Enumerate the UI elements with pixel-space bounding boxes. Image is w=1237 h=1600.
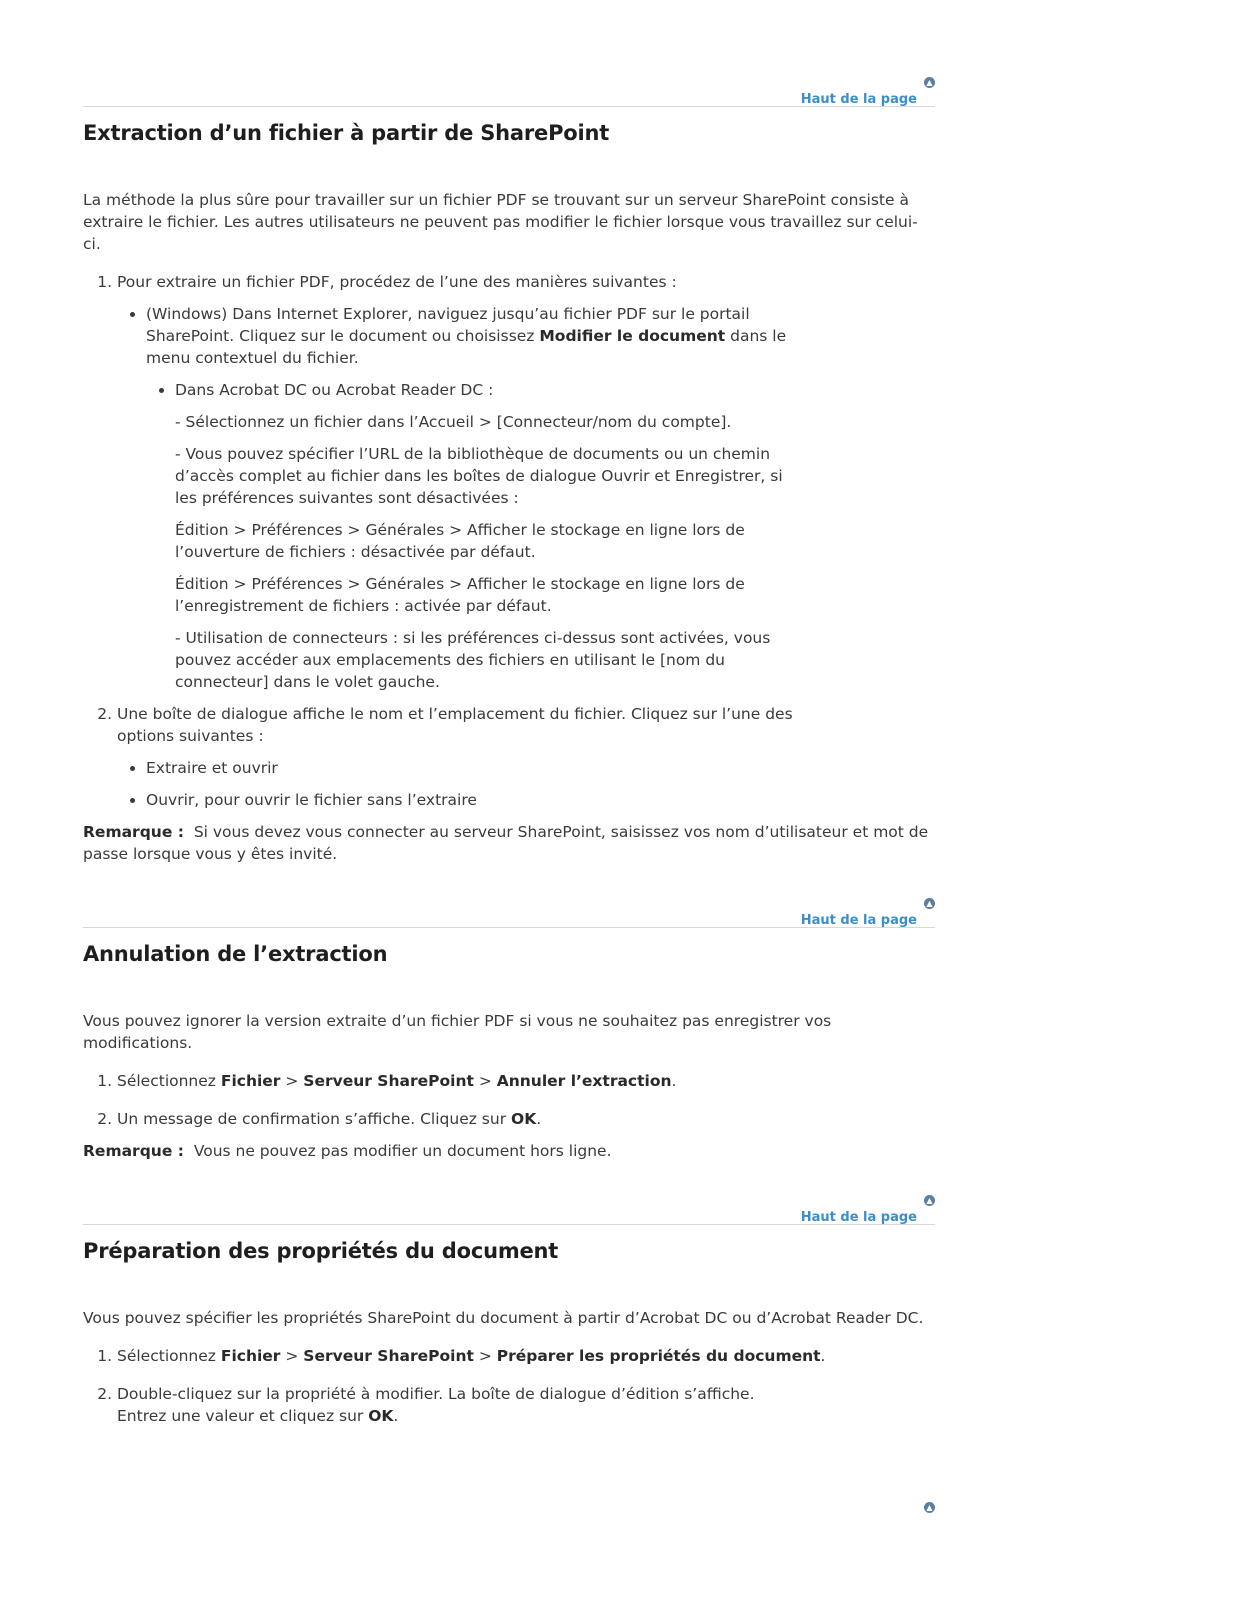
note-text: Si vous devez vous connecter au serveur SharePoint, saisissez vos nom d’utilisateur et mot de passe lorsque vous y êtes invité. — [83, 823, 929, 863]
paragraph: - Vous pouvez spécifier l’URL de la bibliothèque de documents ou un chemin d’accès complet au fichier dans les boîtes de dialogue Ouvrir et Enregistrer, si les préférences suivantes sont désactivées : — [175, 445, 783, 507]
paragraph: - Utilisation de connecteurs : si les préférences ci-dessus sont activées, vous pouvez accéder aux emplacements des fichiers en utilisant le [nom du connecteur] dans le volet gauche. — [175, 629, 771, 691]
step-text: . — [671, 1072, 677, 1090]
step-text: > — [473, 1347, 497, 1365]
menu-command-label: Préparer les propriétés du document — [496, 1347, 821, 1365]
arrow-up-icon[interactable]: ▲ — [924, 77, 935, 88]
note — [83, 1140, 935, 1162]
back-to-top-bar — [83, 1196, 935, 1225]
section-intro: Vous pouvez ignorer la version extraite d’un fichier PDF si vous ne souhaitez pas enregistrer vos modifications. — [83, 1012, 832, 1052]
list-item — [175, 379, 785, 693]
paragraph: Édition > Préférences > Générales > Afficher le stockage en ligne lors de l’enregistrement de fichiers : activée par défaut. — [175, 575, 745, 615]
list-item — [117, 1345, 935, 1367]
section-intro: La méthode la plus sûre pour travailler sur un fichier PDF se trouvant sur un serveur SharePoint consiste à extraire le fichier. Les autres utilisateurs ne peuvent pas modifier le fichier lorsque vous travaillez sur celui-ci. — [83, 191, 918, 253]
arrow-up-icon[interactable]: ▲ — [924, 1502, 935, 1513]
menu-command-label: Serveur SharePoint — [303, 1072, 474, 1090]
list-item — [117, 703, 797, 811]
steps-list — [83, 1345, 935, 1427]
menu-command-label: Serveur SharePoint — [303, 1347, 474, 1365]
list-item — [117, 1383, 807, 1427]
bullet-text: dans le menu contextuel du fichier. — [146, 327, 787, 367]
list-item — [146, 303, 796, 693]
step-text: Double-cliquez sur la propriété à modifier. La boîte de dialogue d’édition s’affiche. Entrez une valeur et cliquez sur — [117, 1385, 755, 1425]
bullet-text: Dans Acrobat DC ou Acrobat Reader DC : — [175, 381, 494, 399]
list-item — [117, 1108, 935, 1130]
back-to-top-link[interactable]: Haut de la page — [800, 1210, 917, 1225]
bullet-list — [117, 757, 797, 811]
button-label: OK — [511, 1110, 537, 1128]
step-text: . — [393, 1407, 399, 1425]
menu-command-label: Modifier le document — [539, 327, 726, 345]
back-to-top-link[interactable]: Haut de la page — [800, 92, 917, 107]
back-to-top-bar — [83, 78, 935, 107]
back-to-top-bar — [83, 899, 935, 928]
note-label: Remarque : — [83, 1142, 184, 1160]
arrow-up-icon[interactable]: ▲ — [924, 1195, 935, 1206]
step-text: . — [820, 1347, 826, 1365]
menu-command-label: Fichier — [220, 1072, 281, 1090]
list-item — [117, 1070, 935, 1092]
menu-command-label: Fichier — [220, 1347, 281, 1365]
list-item — [117, 271, 935, 693]
paragraph: Édition > Préférences > Générales > Afficher le stockage en ligne lors de l’ouverture de fichiers : désactivée par défaut. — [175, 521, 745, 561]
section-intro: Vous pouvez spécifier les propriétés SharePoint du document à partir d’Acrobat DC ou d’Acrobat Reader DC. — [83, 1309, 924, 1327]
step-text: Pour extraire un fichier PDF, procédez de l’une des manières suivantes : — [117, 273, 677, 291]
list-item: • Extraire et ouvrir — [146, 757, 797, 779]
button-label: OK — [368, 1407, 394, 1425]
step-text: > — [280, 1072, 304, 1090]
paragraph: - Sélectionnez un fichier dans l’Accueil > [Connecteur/nom du compte]. — [175, 413, 732, 431]
steps-list — [83, 1070, 935, 1130]
note-label: Remarque : — [83, 823, 184, 841]
back-to-top-link[interactable]: Haut de la page — [800, 913, 917, 928]
menu-command-label: Annuler l’extraction — [496, 1072, 672, 1090]
section-title-document-properties: Préparation des propriétés du document — [83, 1239, 559, 1263]
document-page — [83, 0, 935, 1512]
note-text: Vous ne pouvez pas modifier un document hors ligne. — [193, 1142, 612, 1160]
step-text: Un message de confirmation s’affiche. Cliquez sur — [117, 1110, 512, 1128]
step-text: Sélectionnez — [117, 1072, 221, 1090]
step-text: Sélectionnez — [117, 1347, 221, 1365]
section-title-extraction: Extraction d’un fichier à partir de SharePoint — [83, 121, 610, 145]
step-text: > — [473, 1072, 497, 1090]
list-item: • Ouvrir, pour ouvrir le fichier sans l’extraire — [146, 789, 797, 811]
step-text: . — [536, 1110, 542, 1128]
step-text: Une boîte de dialogue affiche le nom et l’emplacement du fichier. Cliquez sur l’une des options suivantes : — [117, 705, 793, 745]
arrow-up-icon[interactable]: ▲ — [924, 898, 935, 909]
note — [83, 821, 935, 865]
step-text: > — [280, 1347, 304, 1365]
bullet-text: (Windows) Dans Internet Explorer, naviguez jusqu’au fichier PDF sur le portail SharePoint. Cliquez sur le document ou choisissez — [146, 305, 750, 345]
section-title-cancel-extraction: Annulation de l’extraction — [83, 942, 388, 966]
steps-list — [83, 271, 935, 811]
nested-bullet-list — [146, 379, 785, 693]
bullet-list — [117, 303, 796, 693]
